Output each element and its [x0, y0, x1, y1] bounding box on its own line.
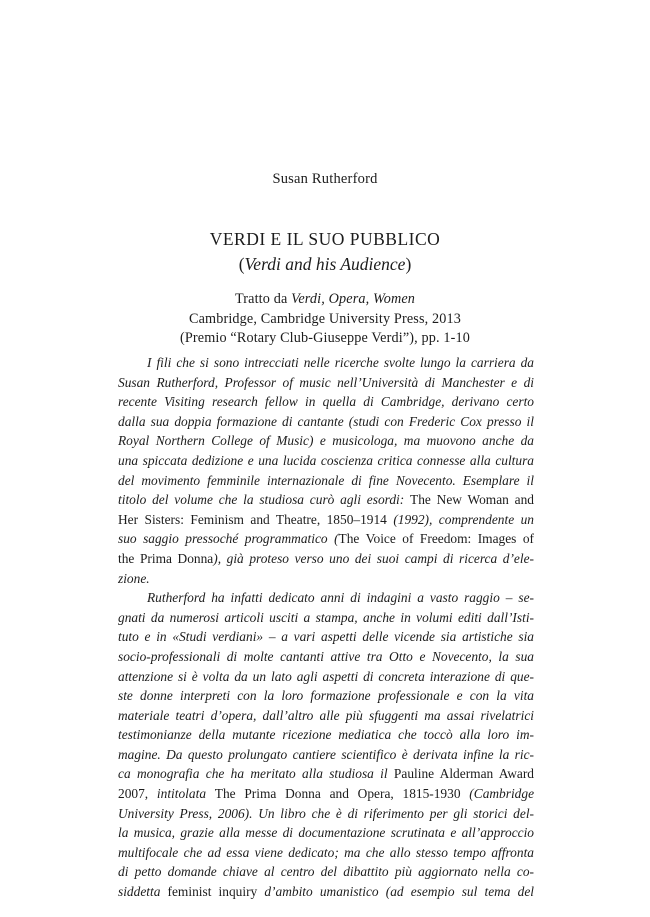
body-text-italic: la musica, grazie alla messe di documentazione scrutinata e all’approccio — [118, 825, 534, 841]
body-text-italic: I fili che si sono intrecciati nelle ricerche svolte lungo la carriera da — [147, 355, 534, 370]
body-text-roman: The Voice of Freedom: Images of — [338, 531, 534, 547]
body-text-roman: the Prima Donna — [118, 550, 214, 566]
body-line — [118, 490, 534, 510]
body-line — [118, 725, 534, 745]
body-line — [118, 529, 534, 549]
body-text-italic: magine. Da questo prolungato cantiere scientifico è derivata infine la ric- — [118, 746, 534, 762]
body-text-italic: intitolata — [156, 786, 215, 802]
body-line — [118, 706, 534, 726]
body-text-italic: attenzione si è volta da un lato agli aspetti di concreta interazione di que- — [118, 668, 534, 684]
source-prefix: Tratto da — [234, 291, 292, 307]
body-text-roman: Pauline Alderman Award — [393, 766, 534, 782]
body-line — [118, 588, 534, 608]
body-text-italic: ), già proteso verso uno dei suoi campi di ricerca d’ele- — [213, 550, 535, 566]
source-line-2: Cambridge, Cambridge University Press, 2013 — [188, 310, 462, 327]
body-text-italic: University Press, 2006). Un libro che è di riferimento per gli storici del- — [118, 805, 534, 821]
body-text-italic: Royal Northern College of Music) e musicologa, ma muovono anche da — [118, 433, 534, 449]
body-text-italic: multifocale che ad essa viene dedicato; ma che allo stesso tempo affronta — [118, 844, 534, 860]
body-text-italic: dalla sua doppia formazione di cantante (studi con Frederic Cox presso il — [118, 413, 534, 429]
body-text-italic: una spiccata dedizione e una lucida coscienza critica connesse alla cultura — [118, 452, 534, 468]
body-text-italic: materiale teatri d’opera, dall’altro alle più sfuggenti ma assai rivelatrici — [118, 707, 534, 723]
body-text-italic: del movimento femminile internazionale di fine Novecento. Esemplare il — [118, 472, 534, 488]
body-line — [118, 373, 534, 393]
body-line — [118, 804, 534, 824]
body-line — [118, 569, 534, 589]
author-name: Susan Rutherford — [272, 171, 378, 187]
body-text-italic: (Cambridge — [469, 786, 535, 802]
body-text-italic: zione. — [118, 570, 150, 586]
body-text-roman: 2007, — [118, 786, 157, 802]
body-text-italic: siddetta — [118, 884, 168, 900]
body-text-italic: ste donne interpreti con la loro formazione professionale e con la vita — [118, 688, 534, 704]
source-line-3: (Premio “Rotary Club-Giuseppe Verdi”), pp. 1-10 — [179, 330, 471, 346]
body-line — [118, 882, 534, 902]
body-line — [118, 686, 534, 706]
body-line — [118, 764, 534, 784]
body-text-italic: gnati da numerosi articoli usciti a stampa, anche in volumi editi dall’Isti- — [118, 609, 534, 625]
body-line — [118, 549, 534, 569]
body-line — [118, 608, 534, 628]
body-line — [118, 784, 534, 804]
body-text-italic: d’ambito umanistico (ad esempio sul tema del — [264, 884, 534, 900]
body-line — [118, 412, 534, 432]
body-text-italic: Rutherford ha infatti dedicato anni di indagini a vasto raggio – se- — [147, 590, 534, 606]
body-line — [118, 745, 534, 765]
article-title: VERDI E IL SUO PUBBLICO — [209, 229, 441, 249]
source-line-1 — [0, 290, 650, 310]
body-text-italic: tuto e in «Studi verdiani» – a vari aspetti delle vicende sia artistiche sia — [118, 629, 534, 645]
article-subtitle — [0, 254, 650, 275]
body-text-italic: socio-professionali di molte cantanti attive tra Otto e Novecento, la sua — [118, 648, 534, 664]
body-line — [118, 843, 534, 863]
subtitle-close-paren: ) — [405, 254, 412, 274]
source-book-title: Verdi, Opera, Women — [291, 291, 416, 307]
body-text-italic: titolo del volume che la studiosa curò agli esordi: — [118, 492, 411, 508]
body-text-roman: feminist inquiry — [167, 884, 265, 900]
body-text-italic: ca monografia che ha meritato alla studiosa il — [118, 766, 394, 782]
body-text — [118, 353, 534, 902]
body-line — [118, 392, 534, 412]
body-text-italic: suo saggio pressoché programmatico ( — [118, 531, 339, 547]
body-text-italic: Susan Rutherford, Professor of music nell’Università di Manchester e di — [118, 374, 534, 390]
body-text-italic: di petto domande chiave al centro del dibattito più aggiornato nella co- — [118, 864, 534, 880]
body-text-italic: testimonianze della mutante ricezione mediatica che toccò alla loro im- — [118, 727, 534, 743]
body-line — [118, 510, 534, 530]
body-line — [118, 471, 534, 491]
body-line — [118, 431, 534, 451]
body-text-roman: The Prima Donna and Opera, 1815-1930 — [214, 786, 470, 802]
body-line — [118, 647, 534, 667]
body-text-italic: (1992), comprendente un — [393, 511, 534, 527]
body-line — [118, 823, 534, 843]
subtitle-english-title: Verdi and his Audience — [244, 254, 406, 274]
subtitle-open-paren: ( — [238, 254, 245, 274]
body-text-italic: recente Visiting research fellow in quella di Cambridge, derivano certo — [118, 394, 534, 410]
source-citation — [0, 290, 650, 349]
body-line — [118, 451, 534, 471]
body-text-roman: Her Sisters: Feminism and Theatre, 1850–1914 — [118, 511, 394, 527]
body-line — [118, 353, 534, 373]
body-line — [118, 862, 534, 882]
body-text-roman: The New Woman and — [410, 492, 534, 508]
body-line — [118, 667, 534, 687]
body-line — [118, 627, 534, 647]
